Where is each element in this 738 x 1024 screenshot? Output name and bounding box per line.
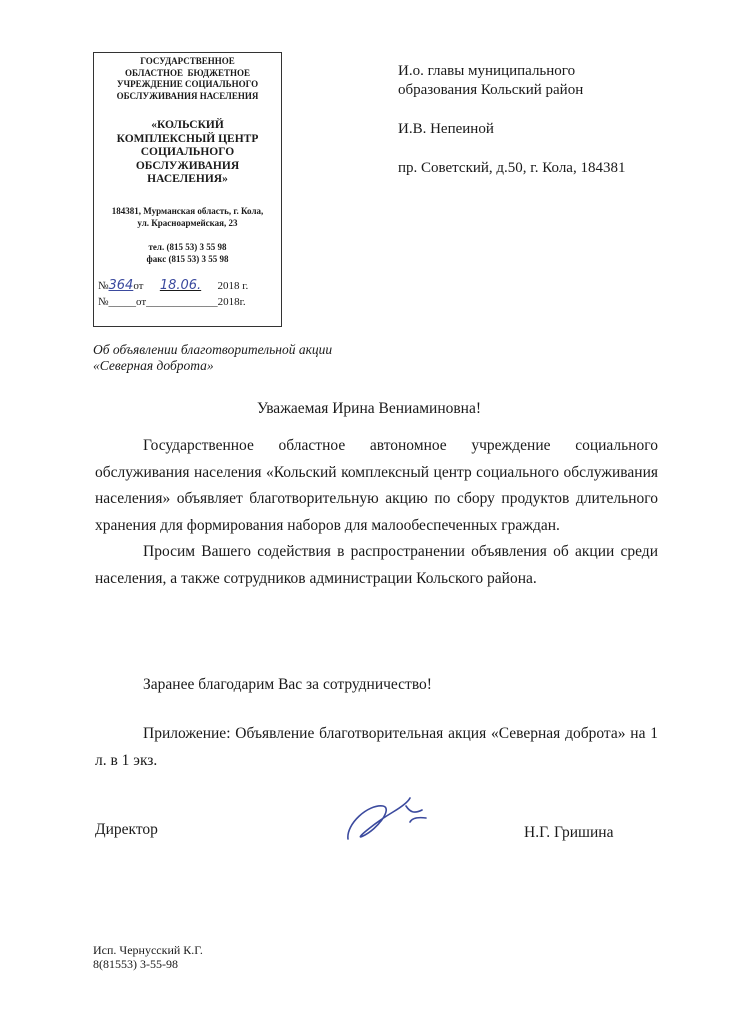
org-line: ОБСЛУЖИВАНИЯ НАСЕЛЕНИЯ [116, 90, 259, 101]
addressee-title-line2: образования Кольский район [398, 82, 584, 98]
reg-date-handwritten: 18.06. [159, 278, 202, 293]
org-line: УЧРЕЖДЕНИЕ СОЦИАЛЬНОГО [116, 79, 259, 89]
address-line: 184381, Мурманская область, г. Кола, [111, 206, 264, 216]
executor-phone: 8(81553) 3-55-98 [93, 957, 178, 971]
letterhead-address [98, 205, 277, 229]
reg-number-handwritten: 364 [108, 278, 134, 293]
center-name-line: «КОЛЬСКИЙ [151, 119, 224, 131]
reference-line: №_____от_____________2018г. [98, 296, 246, 308]
letterhead-center-name [98, 119, 277, 187]
center-name-line: СОЦИАЛЬНОГО [140, 146, 235, 158]
reg-ot: от [133, 280, 144, 292]
addressee-name: И.В. Непеиной [398, 121, 494, 137]
attachment-text: Приложение: Объявление благотворительная акция «Северная доброта» на 1 л. в 1 экз. [95, 725, 658, 769]
letterhead-phone: тел. (815 53) 3 55 98 [148, 242, 227, 252]
address-line: ул. Красноармейская, 23 [137, 218, 238, 228]
reg-number-sign: № [98, 280, 109, 292]
executor-footer [93, 943, 203, 971]
org-line: ОБЛАСТНОЕ БЮДЖЕТНОЕ [125, 67, 250, 78]
center-name-line: НАСЕЛЕНИЯ» [147, 173, 228, 185]
letter-body [95, 433, 658, 592]
letterhead-org-name [100, 56, 275, 102]
center-name-line: ОБСЛУЖИВАНИЯ [135, 159, 240, 172]
letterhead-box [93, 52, 282, 327]
signoff-name: Н.Г. Гришина [524, 824, 614, 841]
org-line: ГОСУДАРСТВЕННОЕ [140, 56, 235, 66]
attachment-note [95, 721, 658, 774]
greeting: Уважаемая Ирина Вениаминовна! [256, 400, 482, 417]
addressee-address: пр. Советский, д.50, г. Кола, 184381 [398, 160, 626, 176]
subject-line2: «Северная доброта» [93, 358, 214, 373]
paragraph-request: Просим Вашего содействия в распространении объявления об акции среди населения, а также сотрудников администрации Кольского района. [95, 543, 658, 587]
executor-name: Исп. Чернусский К.Г. [93, 943, 203, 957]
letterhead-fax: факс (815 53) 3 55 98 [146, 254, 229, 264]
letterhead-contacts [98, 241, 277, 265]
reg-year: 2018 г. [217, 280, 249, 292]
paragraph-announcement: Государственное областное автономное учреждение социального обслуживания населения «Кольский комплексный центр социального обслуживания населения» объявляет благотворительную акцию по сбору продуктов длительного хранения для формирования наборов для малообеспеченных граждан. [95, 437, 658, 534]
subject-line1: Об объявлении благотворительной акции [93, 342, 333, 357]
subject-line [93, 342, 393, 374]
signoff-position: Директор [95, 821, 158, 838]
center-name-line: КОМПЛЕКСНЫЙ ЦЕНТР [116, 132, 259, 145]
handwritten-signature [338, 784, 438, 854]
registration-line [98, 280, 248, 292]
addressee-title-line1: И.о. главы муниципального [398, 63, 576, 79]
thanks-line: Заранее благодарим Вас за сотрудничество! [143, 676, 432, 693]
